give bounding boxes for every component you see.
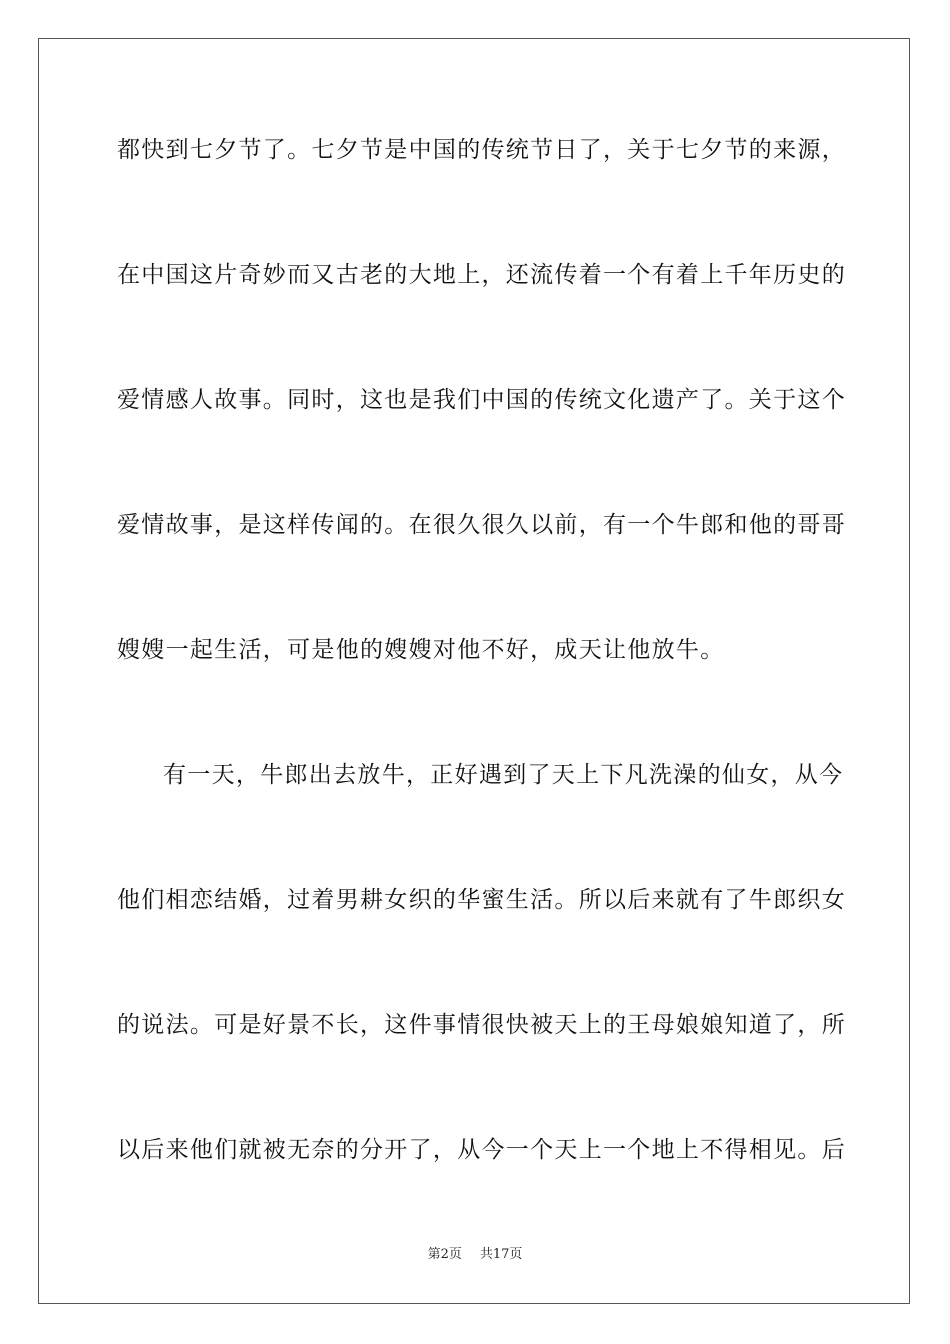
body-line-5: 嫂嫂一起生活，可是他的嫂嫂对他不好，成天让他放牛。 — [117, 637, 725, 663]
body-line-9: 以后来他们就被无奈的分开了，从今一个天上一个地上不得相见。后 — [117, 1137, 846, 1163]
page-footer — [0, 1246, 950, 1264]
body-line-3: 爱情感人故事。同时，这也是我们中国的传统文化遗产了。关于这个 — [117, 387, 846, 413]
body-line-8: 的说法。可是好景不长，这件事情很快被天上的王母娘娘知道了，所 — [117, 1012, 846, 1038]
body-line-7: 他们相恋结婚，过着男耕女织的华蜜生活。所以后来就有了牛郎织女 — [117, 887, 846, 913]
body-line-2: 在中国这片奇妙而又古老的大地上，还流传着一个有着上千年历史的 — [117, 262, 846, 288]
page-total: 共17页 — [479, 1247, 523, 1262]
page-number: 第2页 — [427, 1247, 462, 1262]
body-line-1: 都快到七夕节了。七夕节是中国的传统节日了，关于七夕节的来源， — [117, 137, 846, 163]
body-line-4: 爱情故事，是这样传闻的。在很久很久以前，有一个牛郎和他的哥哥 — [117, 512, 846, 538]
page-border — [38, 38, 910, 1304]
body-line-6-paragraph-start: 有一天，牛郎出去放牛，正好遇到了天上下凡洗澡的仙女，从今 — [163, 762, 844, 788]
